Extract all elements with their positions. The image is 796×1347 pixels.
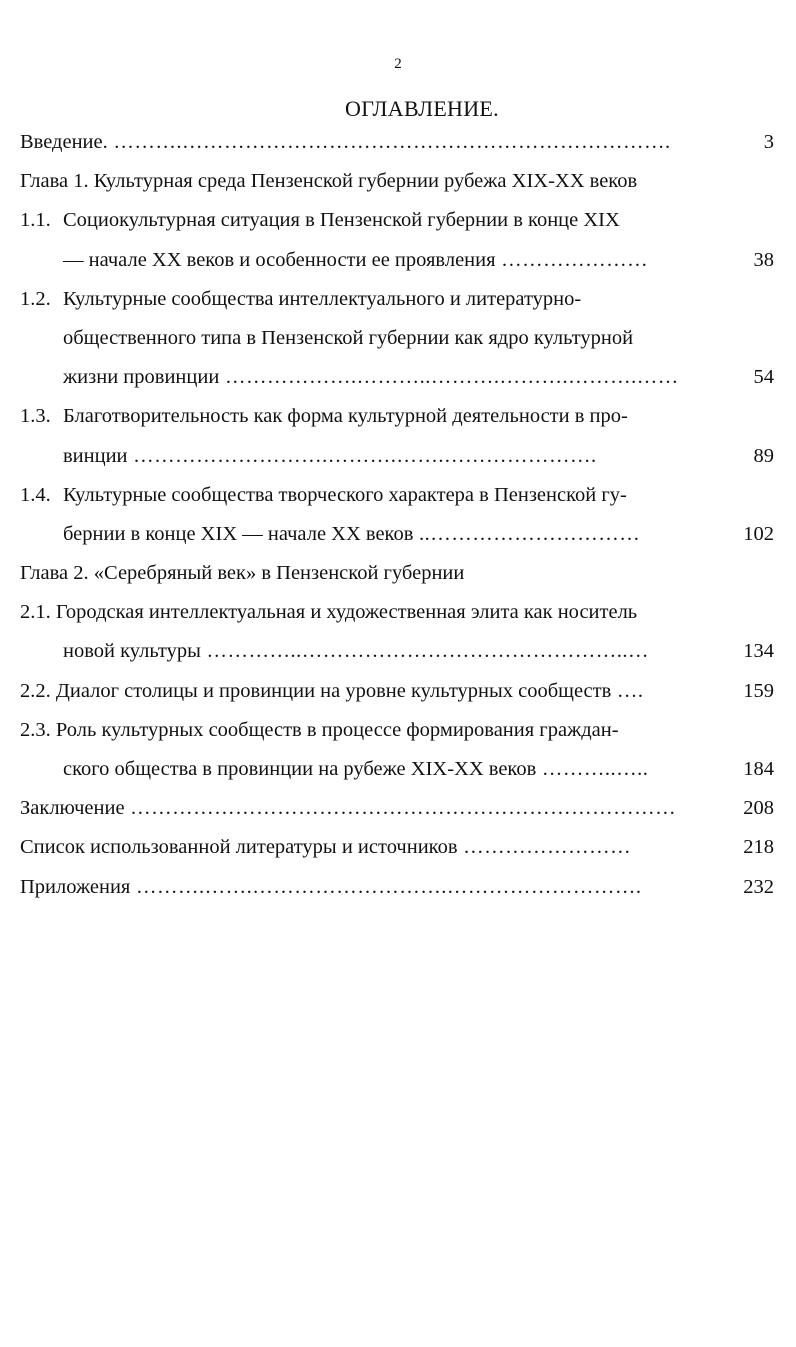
toc-section-1-4-line-2[interactable]	[20, 515, 774, 554]
toc-leader-dots: ……………….………..……….……….……….……	[219, 366, 679, 389]
toc-chapter-2-heading[interactable]	[20, 554, 774, 593]
toc-entry-text: Культурные сообщества творческого характера в Пензенской гу-	[63, 483, 627, 506]
toc-page-number: 208	[743, 797, 774, 820]
toc-chapter-1-heading[interactable]	[20, 162, 774, 201]
toc-entry-text: — начале XX веков и особенности ее проявления	[63, 248, 496, 271]
toc-entry-text: 2.1. Городская интеллектуальная и художественная элита как носитель	[20, 601, 638, 624]
toc-page-number: 159	[743, 679, 774, 702]
toc-page-number: 184	[743, 758, 774, 780]
toc-entry-text: 2.3. Роль культурных сообществ в процессе формирования граждан-	[20, 718, 619, 741]
toc-section-2-2[interactable]	[20, 672, 774, 711]
toc-entry-text: Введение.	[20, 131, 108, 153]
toc-page-number: 89	[753, 444, 774, 467]
toc-section-number: 1.4.	[20, 483, 51, 506]
toc-section-number: 1.1.	[20, 209, 51, 232]
toc-entry-bibliography[interactable]	[20, 828, 774, 867]
toc-entry-conclusion[interactable]	[20, 789, 774, 828]
toc-title: ОГЛАВЛЕНИЕ.	[345, 96, 499, 121]
toc-section-1-2-line-1[interactable]	[20, 280, 774, 319]
toc-leader-dots: …………………	[495, 248, 649, 271]
toc-section-1-2-line-3[interactable]	[20, 358, 774, 397]
page-number: 2	[394, 56, 402, 72]
toc-entry-text: Глава 1. Культурная среда Пензенской губернии рубежа XIX-XX веков	[20, 170, 638, 193]
toc-page-number: 218	[743, 836, 774, 859]
toc-section-2-1-line-1[interactable]	[20, 593, 774, 632]
toc-page-number: 134	[743, 640, 774, 663]
toc-leader-dots: …………..………………………………………..…	[200, 640, 650, 663]
toc-section-1-2-line-2[interactable]	[20, 319, 774, 358]
toc-section-2-3-line-1[interactable]	[20, 711, 774, 750]
toc-page-number: 102	[743, 522, 774, 545]
toc-page-number: 232	[743, 875, 774, 898]
toc-section-1-4-line-1[interactable]	[20, 476, 774, 515]
toc-leader-dots: ..…………………………	[413, 522, 641, 545]
toc-entry-introduction[interactable]	[20, 123, 774, 162]
toc-page-number: 38	[753, 248, 774, 271]
toc-entry-text: Заключение	[20, 797, 125, 820]
toc-entry-text: Благотворительность как форма культурной деятельности в про-	[63, 405, 628, 428]
toc-section-2-3-line-2[interactable]	[20, 750, 774, 789]
toc-entry-text: Глава 2. «Серебряный век» в Пензенской губернии	[20, 562, 465, 585]
toc-leader-dots: ……………………	[457, 836, 632, 859]
toc-entry-text: Приложения	[20, 875, 131, 898]
table-of-contents	[20, 123, 774, 907]
toc-leader-dots: ……….…………………………………………………………….	[107, 131, 671, 153]
toc-leader-dots: ….	[611, 679, 644, 702]
toc-section-1-3-line-1[interactable]	[20, 397, 774, 436]
toc-entry-text: ского общества в провинции на рубеже XIX-XX веков	[63, 758, 537, 780]
toc-section-1-1-line-2[interactable]	[20, 241, 774, 280]
toc-page-number: 3	[763, 131, 774, 153]
toc-entry-text: Культурные сообщества интеллектуального и литературно-	[63, 287, 582, 310]
toc-section-2-1-line-2[interactable]	[20, 632, 774, 671]
toc-leader-dots: ……………………….……….…….………………….	[127, 444, 597, 467]
toc-entry-text: Список использованной литературы и источников	[20, 836, 458, 859]
toc-entry-appendices[interactable]	[20, 868, 774, 907]
toc-entry-text: винции	[63, 444, 128, 467]
toc-entry-text: Социокультурная ситуация в Пензенской губернии в конце XIX	[63, 209, 620, 232]
toc-entry-text: общественного типа в Пензенской губернии как ядро культурной	[63, 326, 634, 349]
toc-section-number: 1.3.	[20, 405, 51, 428]
toc-section-1-1-line-1[interactable]	[20, 201, 774, 240]
toc-entry-text: бернии в конце XIX — начале XX веков	[63, 522, 414, 545]
toc-leader-dots: ……….…….……………………….……………………….	[130, 875, 642, 898]
toc-entry-text: 2.2. Диалог столицы и провинции на уровне культурных сообществ	[20, 679, 612, 702]
toc-entry-text: новой культуры	[63, 640, 201, 663]
toc-leader-dots: ………..…..	[536, 758, 649, 780]
toc-entry-text: жизни провинции	[63, 366, 220, 389]
toc-leader-dots: ……………………………………………………………………	[124, 797, 677, 820]
toc-page-number: 54	[753, 366, 774, 389]
toc-section-number: 1.2.	[20, 287, 51, 310]
toc-section-1-3-line-2[interactable]	[20, 437, 774, 476]
